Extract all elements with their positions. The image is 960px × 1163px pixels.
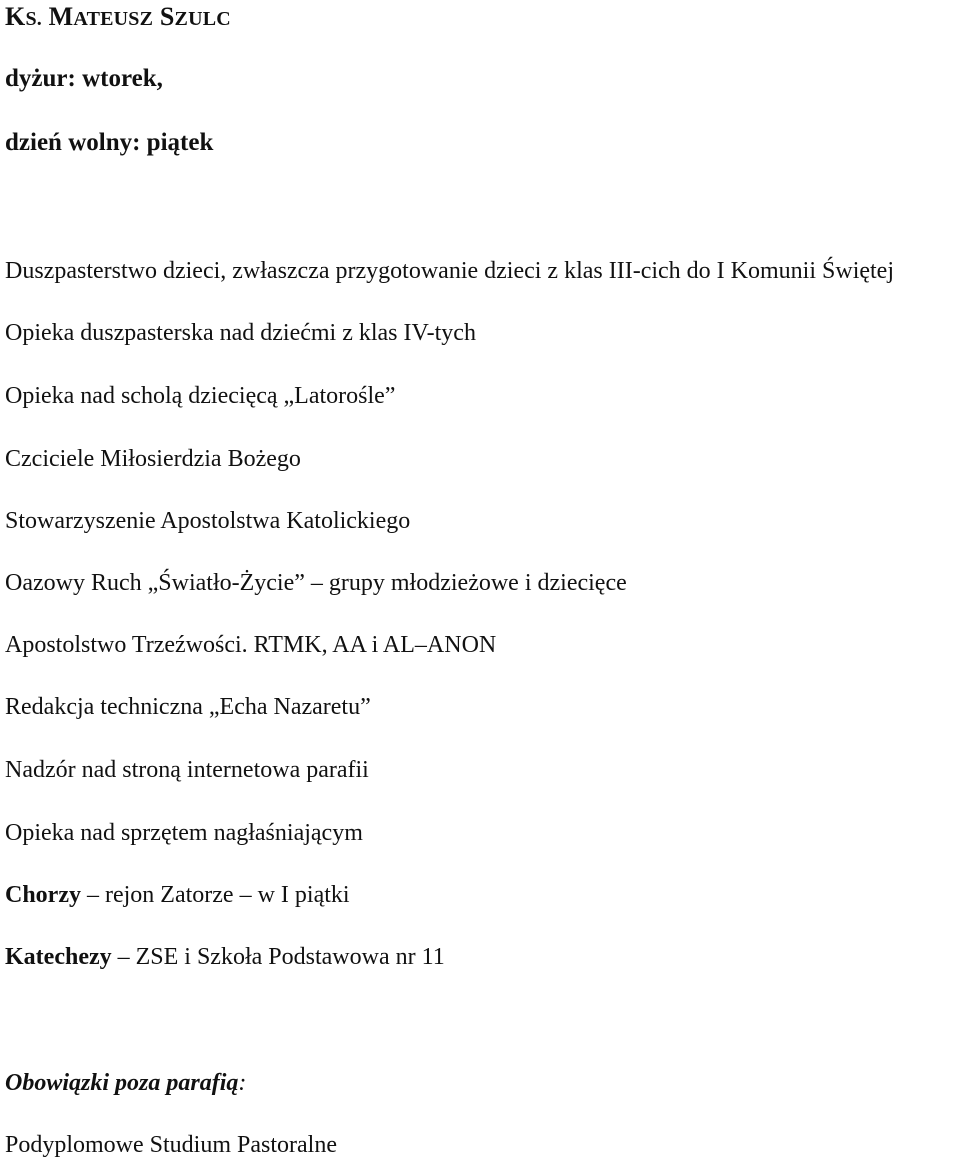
name-letter: S	[159, 2, 175, 31]
name-letters: ZULC	[174, 8, 231, 30]
name-letter: K	[5, 2, 26, 31]
chorzy-label: Chorzy	[5, 882, 81, 908]
name-letter: M	[48, 2, 74, 31]
duty-item: Nadzór nad stroną internetowa parafii	[5, 757, 369, 783]
duty-item: Duszpasterstwo dzieci, zwłaszcza przygotowanie dzieci z klas III-cich do I Komunii Świętej	[5, 258, 894, 284]
chorzy-text: – rejon Zatorze – w I piątki	[80, 882, 350, 908]
outside-duty-item: Podyplomowe Studium Pastoralne	[5, 1132, 337, 1158]
duty-item: Opieka duszpasterska nad dziećmi z klas IV-tych	[5, 320, 476, 346]
duty-item: Oazowy Ruch „Światło-Życie” – grupy młodzieżowe i dziecięce	[5, 570, 627, 596]
outside-duties-heading	[5, 1068, 246, 1098]
duty-item: Opieka nad scholą dziecięcą „Latorośle”	[5, 383, 396, 409]
priest-name-heading	[5, 2, 231, 34]
duty-item: Redakcja techniczna „Echa Nazaretu”	[5, 694, 371, 720]
name-letters: S.	[25, 8, 42, 30]
day-off: dzień wolny: piątek	[5, 129, 214, 156]
chorzy-line	[5, 880, 350, 910]
duty-item: Opieka nad sprzętem nagłaśniającym	[5, 820, 363, 846]
duty-item: Czciciele Miłosierdzia Bożego	[5, 446, 301, 472]
duty-item: Stowarzyszenie Apostolstwa Katolickiego	[5, 508, 411, 534]
name-letters: ATEUSZ	[73, 8, 154, 30]
katechezy-line	[5, 942, 445, 972]
outside-duties-label: Obowiązki poza parafią	[5, 1070, 239, 1096]
duty-day: dyżur: wtorek,	[5, 65, 163, 92]
katechezy-label: Katechezy	[5, 944, 112, 970]
outside-duties-colon: :	[238, 1070, 247, 1096]
katechezy-text: – ZSE i Szkoła Podstawowa nr 11	[111, 944, 445, 970]
duty-item: Apostolstwo Trzeźwości. RTMK, AA i AL–ANON	[5, 632, 497, 658]
